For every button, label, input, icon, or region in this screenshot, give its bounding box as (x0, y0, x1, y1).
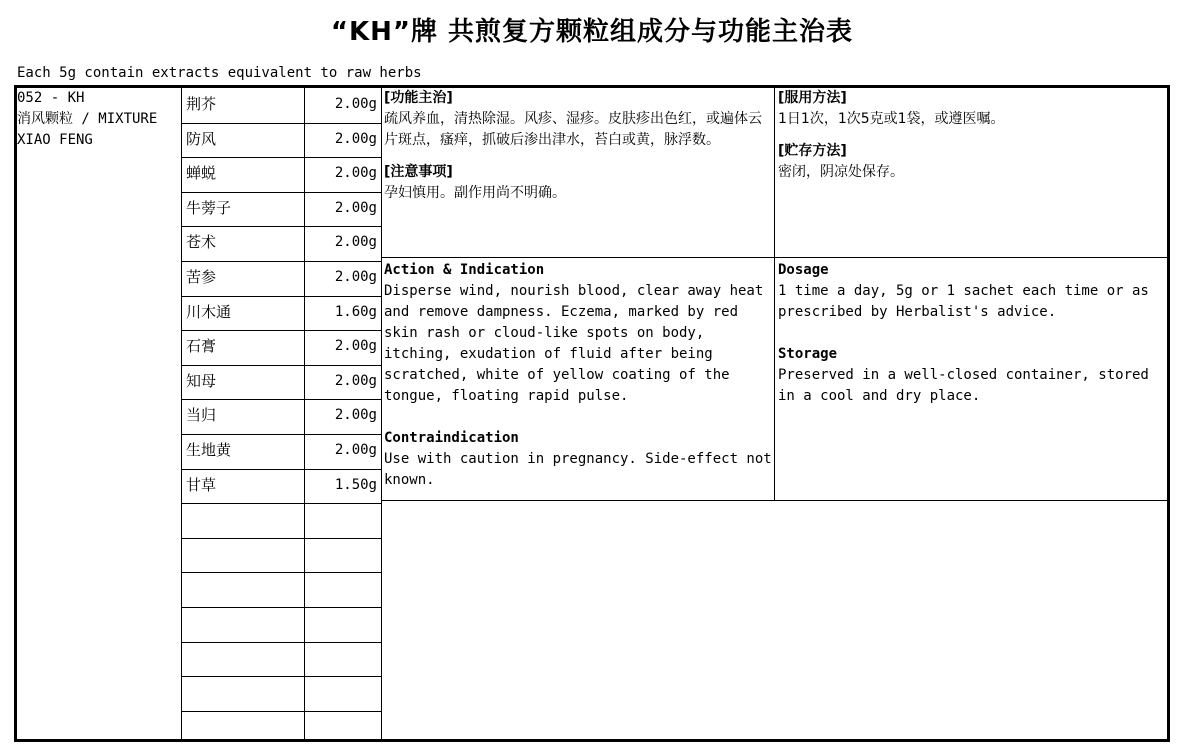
en-action-text: Disperse wind, nourish blood, clear away heat and remove dampness. Eczema, marked by red skin rash or cloud-like spots on body, itching, exudation of fluid after being scratched, white of yellow coating of the tongue, floating rapid pulse. (384, 283, 764, 404)
empty-row (182, 607, 381, 642)
empty-row (182, 676, 381, 711)
ingredient-amount: 2.00g (334, 407, 377, 423)
divider-info-bottom (381, 500, 1167, 501)
ingredient-name: 川木通 (186, 303, 232, 321)
en-action-heading: Action & Indication (384, 262, 545, 278)
ingredient-amount: 2.00g (334, 234, 377, 250)
ingredient-amount: 2.00g (334, 373, 377, 389)
en-dosage-text: 1 time a day, 5g or 1 sachet each time or as prescribed by Herbalist's advice. (778, 283, 1149, 320)
ingredient-name: 苍术 (186, 233, 217, 251)
ingredient-name: 当归 (186, 406, 217, 424)
en-contra-heading: Contraindication (384, 430, 519, 446)
en-dosage-heading: Dosage (778, 262, 829, 278)
ingredient-amount: 2.00g (334, 200, 377, 216)
row-divider (181, 676, 381, 677)
cn-storage-heading: [贮存方法] (778, 143, 847, 159)
ingredient-name: 甘草 (186, 476, 217, 494)
ingredient-name: 石膏 (186, 337, 217, 355)
cn-usage-text: 1日1次，1次5克或1袋，或遵医嘱。 (778, 111, 1005, 127)
ingredient-amount: 2.00g (334, 442, 377, 458)
en-storage-text: Preserved in a well-closed container, stored in a cool and dry place. (778, 367, 1149, 404)
row-divider (181, 572, 381, 573)
row-divider (181, 157, 381, 158)
cn-usage-block (778, 88, 1166, 183)
empty-row (182, 503, 381, 538)
product-info (17, 88, 182, 151)
ingredient-amount: 2.00g (334, 131, 377, 147)
empty-row (182, 711, 381, 746)
product-name-line2: XIAO FENG (17, 132, 93, 148)
ingredient-row (182, 226, 381, 261)
row-divider (181, 434, 381, 435)
ingredient-row (182, 157, 381, 192)
empty-row (182, 572, 381, 607)
row-divider (181, 711, 381, 712)
divider-ingredients (381, 88, 382, 739)
ingredient-row (182, 469, 381, 504)
ingredient-name: 防风 (186, 130, 217, 148)
ingredient-name: 牛蒡子 (186, 199, 232, 217)
ingredient-row (182, 434, 381, 469)
ingredient-amount: 2.00g (334, 96, 377, 112)
cn-function-text: 疏风养血，清热除湿。风疹、湿疹。皮肤疹出色红，或遍体云片斑点，瘙痒，抓破后渗出津水，苔白或黄，脉浮数。 (384, 111, 762, 148)
product-code: 052 - KH (17, 90, 85, 106)
ingredient-row (182, 192, 381, 227)
row-divider (181, 192, 381, 193)
empty-row (182, 642, 381, 677)
ingredient-row (182, 123, 381, 158)
ingredient-row (182, 330, 381, 365)
ingredient-name: 荆芥 (186, 95, 217, 113)
ingredient-amount: 1.50g (334, 477, 377, 493)
row-divider (181, 226, 381, 227)
subtitle: Each 5g contain extracts equivalent to raw herbs (17, 65, 422, 81)
ingredient-row (182, 88, 381, 123)
ingredient-name: 知母 (186, 372, 217, 390)
ingredient-row (182, 365, 381, 400)
ingredient-row (182, 261, 381, 296)
row-divider (181, 123, 381, 124)
row-divider (181, 503, 381, 504)
empty-row (182, 538, 381, 573)
ingredient-row (182, 399, 381, 434)
row-divider (181, 642, 381, 643)
cn-function-heading: [功能主治] (384, 90, 453, 106)
en-storage-heading: Storage (778, 346, 838, 362)
divider-cn-en (381, 257, 1167, 258)
en-dosage-block (778, 260, 1168, 407)
cn-caution-heading: [注意事项] (384, 164, 453, 180)
row-divider (181, 607, 381, 608)
ingredient-name: 蝉蜕 (186, 164, 217, 182)
row-divider (181, 296, 381, 297)
row-divider (181, 261, 381, 262)
row-divider (181, 538, 381, 539)
ingredient-amount: 2.00g (334, 165, 377, 181)
en-action-block (384, 260, 776, 491)
en-contra-text: Use with caution in pregnancy. Side-effect not known. (384, 451, 772, 488)
ingredient-name: 苦参 (186, 268, 217, 286)
cn-function-block (384, 88, 772, 204)
row-divider (181, 399, 381, 400)
cn-caution-text: 孕妇慎用。副作用尚不明确。 (384, 185, 566, 201)
cn-storage-text: 密闭，阴凉处保存。 (778, 164, 904, 180)
ingredient-amount: 1.60g (334, 304, 377, 320)
product-name-line1: 消风颗粒 / MIXTURE (17, 111, 158, 127)
row-divider (181, 330, 381, 331)
ingredient-amount: 2.00g (334, 338, 377, 354)
ingredient-name: 生地黄 (186, 441, 232, 459)
page-title: “KH”牌 共煎复方颗粒组成分与功能主治表 (330, 17, 854, 47)
cn-usage-heading: [服用方法] (778, 90, 847, 106)
row-divider (181, 365, 381, 366)
ingredient-amount: 2.00g (334, 269, 377, 285)
row-divider (181, 469, 381, 470)
ingredient-row (182, 296, 381, 331)
